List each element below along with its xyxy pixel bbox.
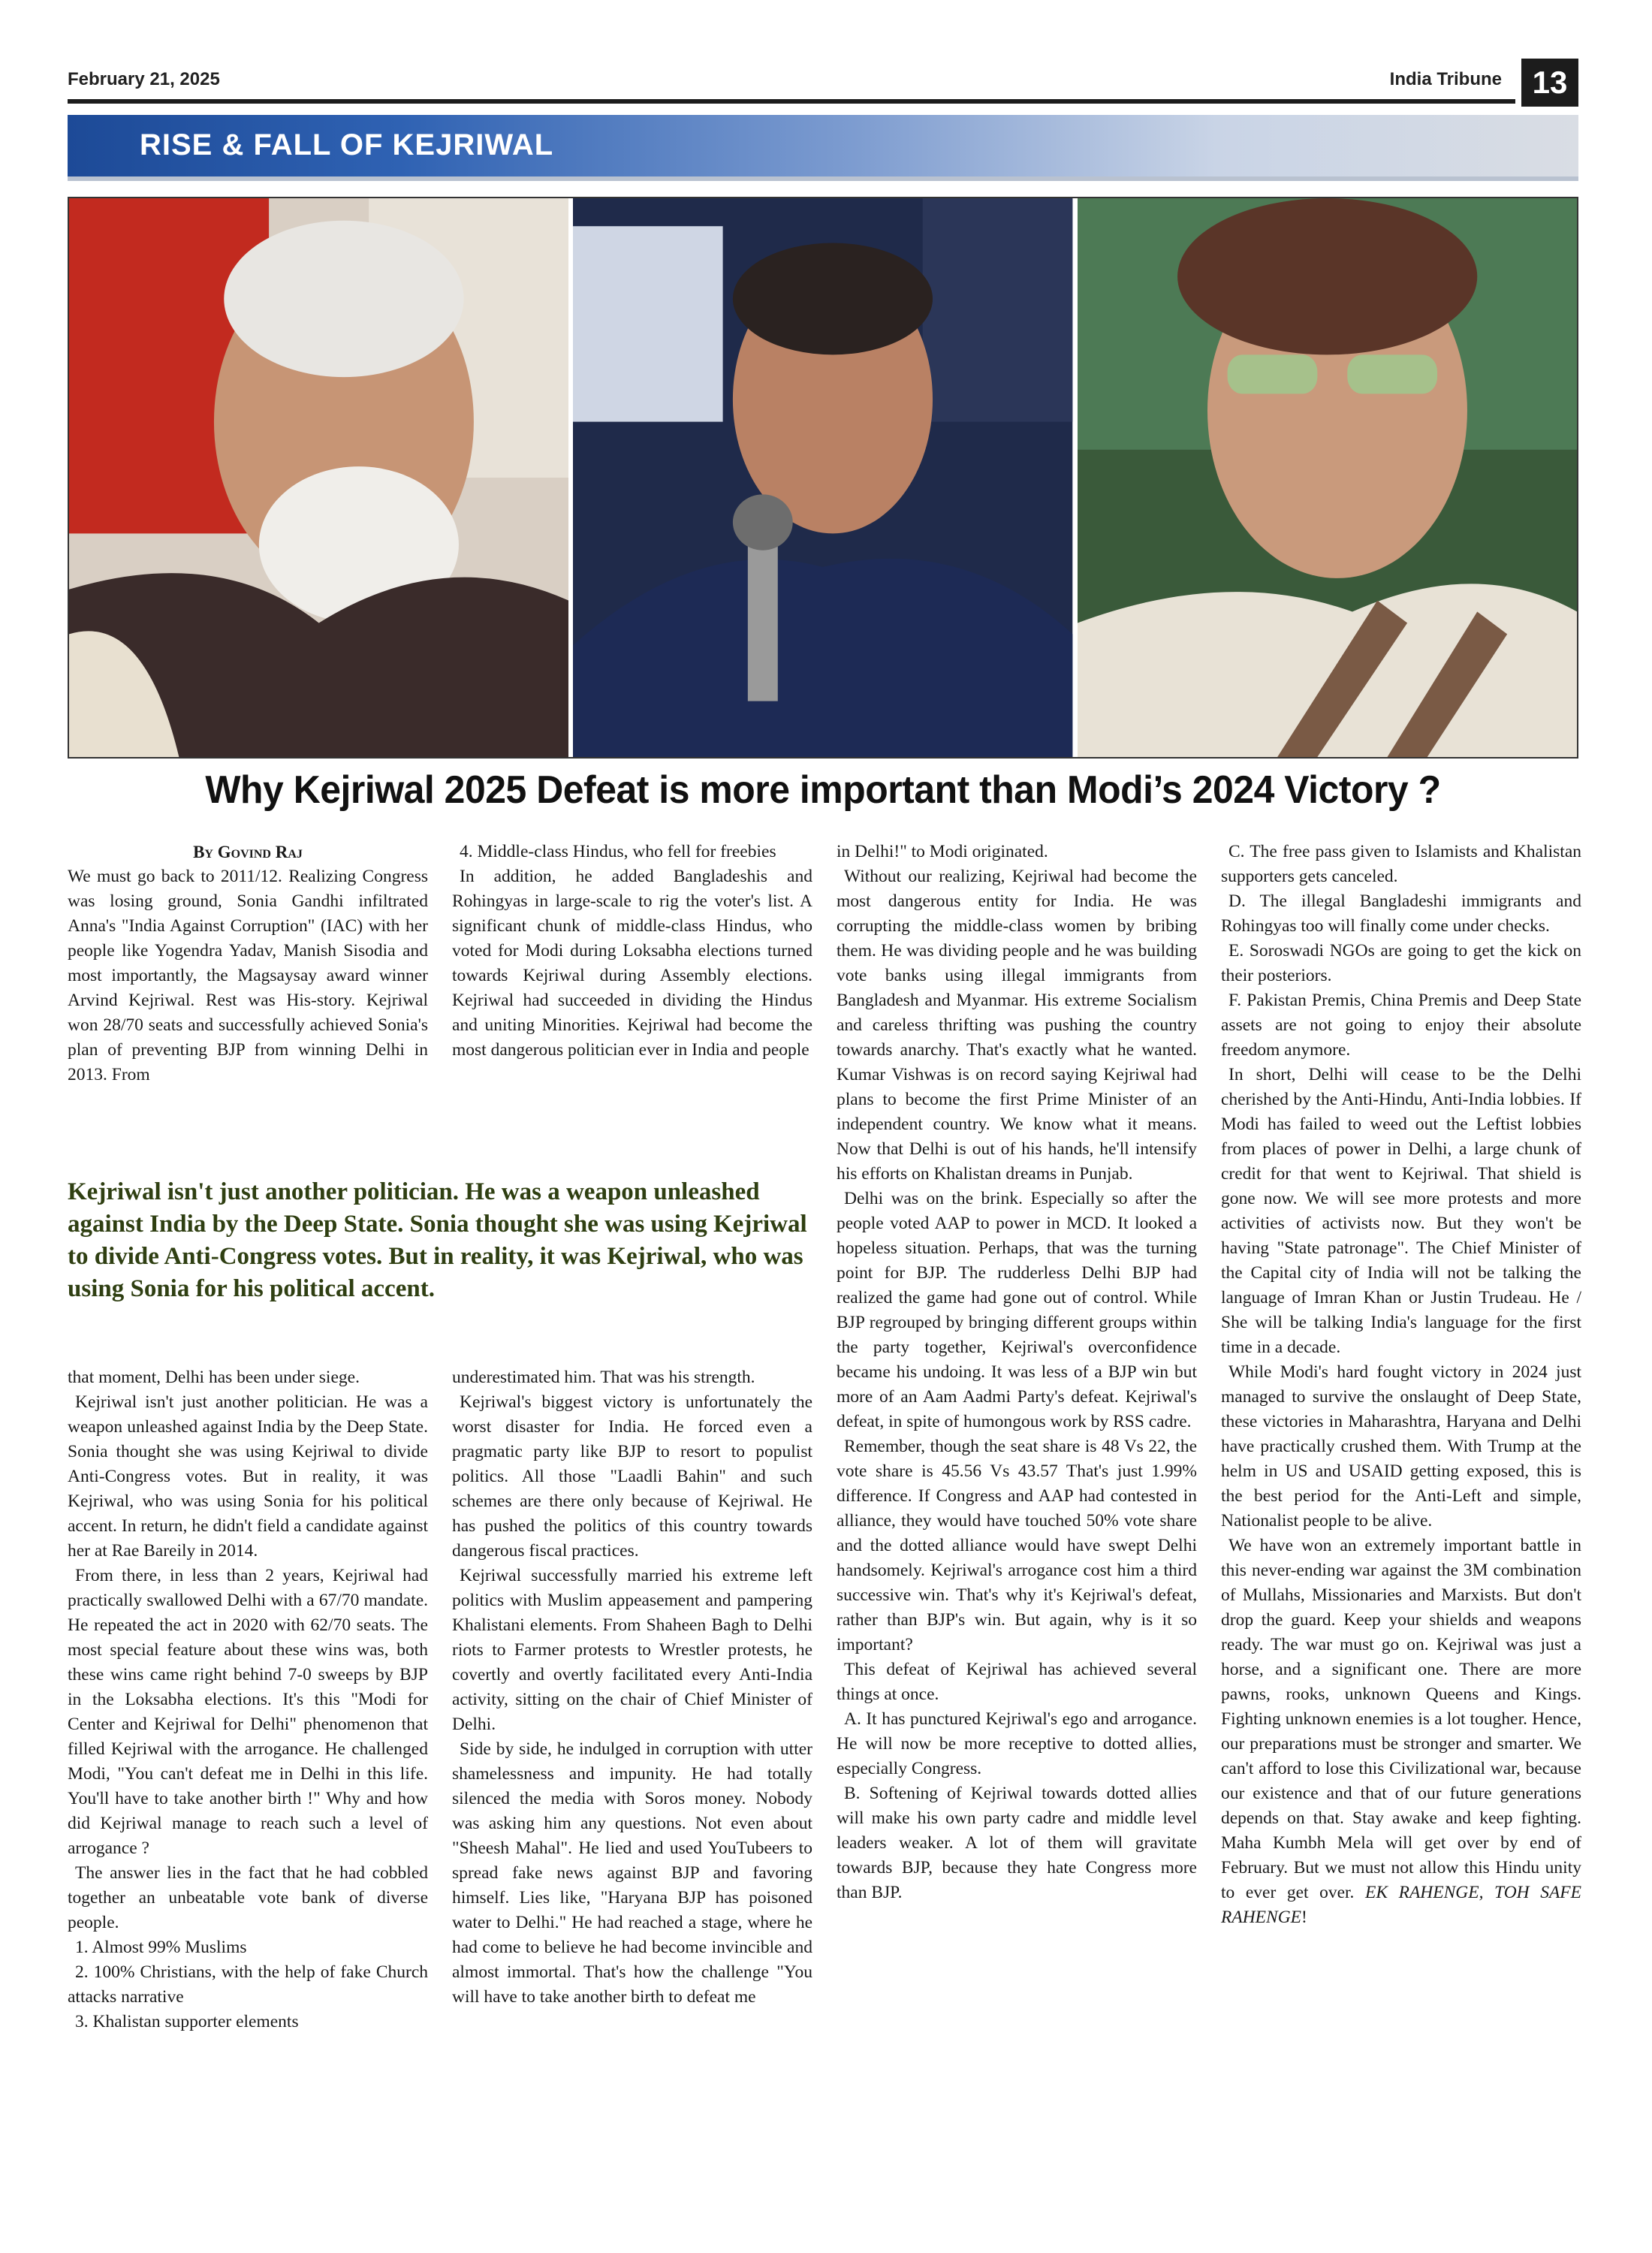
paragraph: underestimated him. That was his strength. <box>452 1368 755 1387</box>
paragraph: 4. Middle-class Hindus, who fell for freebies <box>460 842 776 861</box>
list-item: B. Softening of Kejriwal towards dotted allies will make his own party cadre and middle level leaders weaker. A lot of them will gravitate towards BJP, because they hate Congress more than BJP. <box>837 1784 1197 1902</box>
paragraph: Without our realizing, Kejriwal had become the most dangerous entity for India. He was corrupting the middle-class women by bribing them. He was dividing people and he was building vote banks using illegal immigrants from Bangladesh and Myanmar. His extreme Socialism and careless thrifting was pushing the country towards anarchy. That's exactly what he wanted. Kumar Vishwas is on record saying Kejriwal had plans to become the first Prime Minister of an independent country. We know what it means. Now that Delhi is out of his hands, he'll intensify his efforts on Khalistan dreams in Punjab. <box>837 867 1197 1184</box>
paragraph: From there, in less than 2 years, Kejriwal had practically swallowed Delhi with a 67/70 mandate. He repeated the act in 2020 with 62/70 seats. The most special feature about these wins was, both these wins came right behind 7-0 sweeps by BJP in the Loksabha elections. It's this "Modi for Center and Kejriwal for Delhi" phenomenon that filled Kejriwal with the arrogance. He challenged Modi, "You can't defeat me in Delhi in this life. You'll have to take another birth !" Why and how did Kejriwal manage to reach such a level of arrogance ? <box>68 1566 428 1858</box>
paragraph: In short, Delhi will cease to be the Delhi cherished by the Anti-Hindu, Anti-India lobbies. If Modi has failed to weed out the Leftist lobbies from places of power in Delhi, a large chunk of credit for that went to Kejriwal. That shield is gone now. We will see more protests and more activities of activists now. But they won't be having "State patronage". The Chief Minister of the Capital city of India will not be talking the language of Imran Khan or Justin Trudeau. He / She will be talking India's language for the first time in a decade. <box>1221 1065 1581 1357</box>
closing-mark: ! <box>1301 1908 1307 1927</box>
list-item: 3. Khalistan supporter elements <box>75 2012 299 2031</box>
column-4 <box>1221 840 1581 1930</box>
column-2-top <box>452 840 812 1063</box>
page-number: 13 <box>1521 59 1578 107</box>
column-2-bottom <box>452 1365 812 2010</box>
publication-name: India Tribune <box>1389 69 1502 89</box>
paragraph: Side by side, he indulged in corruption with utter shamelessness and impunity. He had totally silenced the media with Soros money. Nobody was asking him any questions. Not even about "Sheesh Mahal". He lied and used YouTubeers to spread fake news against BJP and favoring himself. Lies like, "Haryana BJP has poisoned water to Delhi." He had reached a stage, where he had come to believe he had become invincible and almost immortal. That's how the challenge "You will have to take another birth to defeat me <box>452 1739 812 2007</box>
list-item: 2. 100% Christians, with the help of fake Church attacks narrative <box>68 1962 428 2007</box>
paragraph: While Modi's hard fought victory in 2024 just managed to survive the onslaught of Deep State, these victories in Maharashtra, Haryana and Delhi have practically crushed them. With Trump at the helm in US and USAID getting exposed, this is the best period for the Anti-Left and simple, Nationalist people to be alive. <box>1221 1362 1581 1531</box>
pull-quote: Kejriwal isn't just another politician. He was a weapon unleashed against India by the Deep State. Sonia thought she was using Kejriwal to divide Anti-Congress votes. But in reality, it was Kejriwal, who was using Sonia for his political accent. <box>68 1178 807 1302</box>
column-1-top <box>68 840 428 1087</box>
header-date: February 21, 2025 <box>68 69 220 89</box>
paragraph <box>1221 1534 1581 1930</box>
paragraph: The answer lies in the fact that he had cobbled together an unbeatable vote bank of diverse people. <box>68 1863 428 1932</box>
list-item: F. Pakistan Premis, China Premis and Deep State assets are not going to enjoy their absolute freedom anymore. <box>1221 991 1581 1060</box>
header-rule <box>68 99 1515 104</box>
paragraph: Kejriwal successfully married his extreme left politics with Muslim appeasement and pampering Khalistani elements. From Shaheen Bagh to Delhi riots to Farmer protests to Wrestler protests, he covertly and overtly facilitated every Anti-India activity, sitting on the chair of Chief Minister of Delhi. <box>452 1566 812 1734</box>
photo-modi <box>69 198 568 757</box>
section-title: RISE & FALL OF KEJRIWAL <box>140 128 554 161</box>
photo-sonia <box>1078 198 1577 757</box>
paragraph: Kejriwal's biggest victory is unfortunately the worst disaster for India. He forced even a pragmatic party like BJP to resort to populist politics. All those "Laadli Bahin" and such schemes are there only because of Kejriwal. He has pushed the politics of this country towards dangerous fiscal practices. <box>452 1392 812 1561</box>
byline: By Govind Raj <box>193 843 303 861</box>
photo-strip <box>68 197 1578 759</box>
column-3 <box>837 840 1197 1905</box>
closing-paragraph-text: We have won an extremely important battle in this never-ending war against the 3M combination of Mullahs, Missionaries and Marxists. But don't drop the guard. Keep your shields and weapons ready. The war must go on. Kejriwal was just a horse, and a significant one. There are more pawns, rooks, unknown Queens and Kings. Fighting unknown enemies is a lot tougher. Hence, our preparations must be stronger and smarter. We can't afford to lose this Civilizational war, because our existence and that of our future generations depends on that. Stay awake and keep fighting. Maha Kumbh Mela will get over by end of February. But we must not allow this Hindu unity to ever get over. <box>1221 1536 1581 1902</box>
list-item: C. The free pass given to Islamists and Khalistan supporters gets canceled. <box>1221 842 1581 886</box>
paragraph: Remember, though the seat share is 48 Vs 22, the vote share is 45.56 Vs 43.57 That's just 1.99% difference. If Congress and AAP had contested in alliance, they would have touched 50% vote share and the dotted alliance would have swept Delhi handsomely. Kejriwal's arrogance cost him a third successive win. That's why it's Kejriwal's defeat, rather than BJP's win. But again, why is it so important? <box>837 1437 1197 1654</box>
photo-kejriwal <box>573 198 1072 757</box>
section-banner <box>68 115 1578 181</box>
paragraph: Delhi was on the brink. Especially so after the people voted AAP to power in MCD. It looked a hopeless situation. Perhaps, that was the turning point for BJP. The rudderless Delhi BJP had realized the game had gone out of control. While BJP regrouped by bringing different groups within the party together, Kejriwal's overconfidence became his undoing. It was less of a BJP win but more of an Aam Aadmi Party's defeat. Kejriwal's defeat, in spite of humongous work by RSS cadre. <box>837 1189 1197 1431</box>
list-item: 1. Almost 99% Muslims <box>75 1938 247 1957</box>
paragraph: that moment, Delhi has been under siege. <box>68 1368 360 1387</box>
paragraph: We must go back to 2011/12. Realizing Congress was losing ground, Sonia Gandhi infiltrated Anna's "India Against Corruption" (IAC) with her people like Yogendra Yadav, Manish Sisodia and most importantly, the Magsaysay award winner Arvind Kejriwal. Rest was His-story. Kejriwal won 28/70 seats and successfully achieved Sonia's plan of preventing BJP from winning Delhi in 2013. From <box>68 867 428 1084</box>
paragraph: in Delhi!" to Modi originated. <box>837 842 1048 861</box>
list-item: D. The illegal Bangladeshi immigrants and Rohingyas too will finally come under checks. <box>1221 891 1581 936</box>
list-item: A. It has punctured Kejriwal's ego and arrogance. He will now be more receptive to dotted allies, especially Congress. <box>837 1709 1197 1778</box>
paragraph: In addition, he added Bangladeshis and Rohingyas in large-scale to rig the voter's list. A significant chunk of middle-class Hindus, who voted for Modi during Loksabha elections turned towards Kejriwal during Assembly elections. Kejriwal had succeeded in dividing the Hindus and uniting Minorities. Kejriwal had become the most dangerous politician ever in India and people <box>452 867 812 1060</box>
paragraph: This defeat of Kejriwal has achieved several things at once. <box>837 1660 1197 1704</box>
closing-slogan: EK RAHENGE, TOH SAFE RAHENGE <box>1221 1883 1582 1927</box>
headline: Why Kejriwal 2025 Defeat is more important than Modi’s 2024 Victory ? <box>205 768 1441 812</box>
list-item: E. Soroswadi NGOs are going to get the kick on their posteriors. <box>1221 941 1581 985</box>
paragraph: Kejriwal isn't just another politician. He was a weapon unleashed against India by the Deep State. Sonia thought she was using Kejriwal to divide Anti-Congress votes. But in reality, it was Kejriwal, who was using Sonia for his political accent. In return, he didn't field a candidate against her at Rae Bareily in 2014. <box>68 1392 428 1561</box>
column-1-bottom <box>68 1365 428 2034</box>
